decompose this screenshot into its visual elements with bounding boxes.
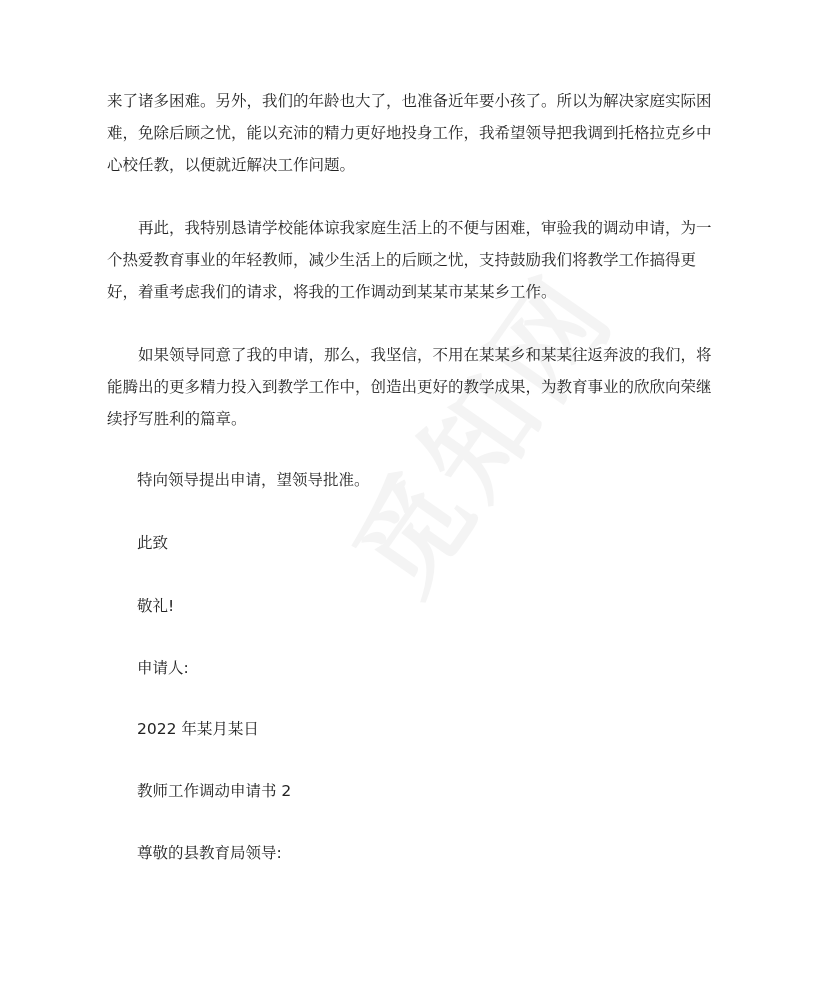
closing-cizhi: 此致 (137, 534, 169, 552)
request-line: 特向领导提出申请，望领导批准。 (137, 471, 370, 489)
paragraph-line: 能腾出的更多精力投入到教学工作中，创造出更好的教学成果，为教育事业的欣欣向荣继 (107, 378, 712, 396)
paragraph-line: 续抒写胜利的篇章。 (107, 410, 247, 428)
paragraph-3 (107, 339, 727, 435)
paragraph-line: 再此，我特别恳请学校能体谅我家庭生活上的不便与困难，审验我的调动申请，为一 (138, 219, 712, 237)
paragraph-1 (107, 85, 727, 181)
date-line: 2022 年某月某日 (137, 720, 259, 738)
paragraph-2 (107, 212, 727, 308)
paragraph-line: 来了诸多困难。另外，我们的年龄也大了，也准备近年要小孩了。所以为解决家庭实际困 (107, 92, 712, 110)
paragraph-line: 好，着重考虑我们的请求，将我的工作调动到某某市某某乡工作。 (107, 283, 557, 301)
applicant-label: 申请人: (137, 659, 189, 677)
paragraph-line: 难，免除后顾之忧，能以充沛的精力更好地投身工作，我希望领导把我调到托格拉克乡中 (107, 124, 712, 142)
closing-jingli: 敬礼! (137, 597, 175, 615)
salutation: 尊敬的县教育局领导: (137, 844, 282, 862)
paragraph-line: 心校任教，以便就近解决工作问题。 (107, 156, 356, 174)
section-title: 教师工作调动申请书 2 (137, 782, 292, 800)
paragraph-line: 个热爱教育事业的年轻教师，减少生活上的后顾之忧，支持鼓励我们将教学工作搞得更 (107, 251, 697, 269)
paragraph-line: 如果领导同意了我的申请，那么，我坚信，不用在某某乡和某某往返奔波的我们，将 (138, 346, 712, 364)
